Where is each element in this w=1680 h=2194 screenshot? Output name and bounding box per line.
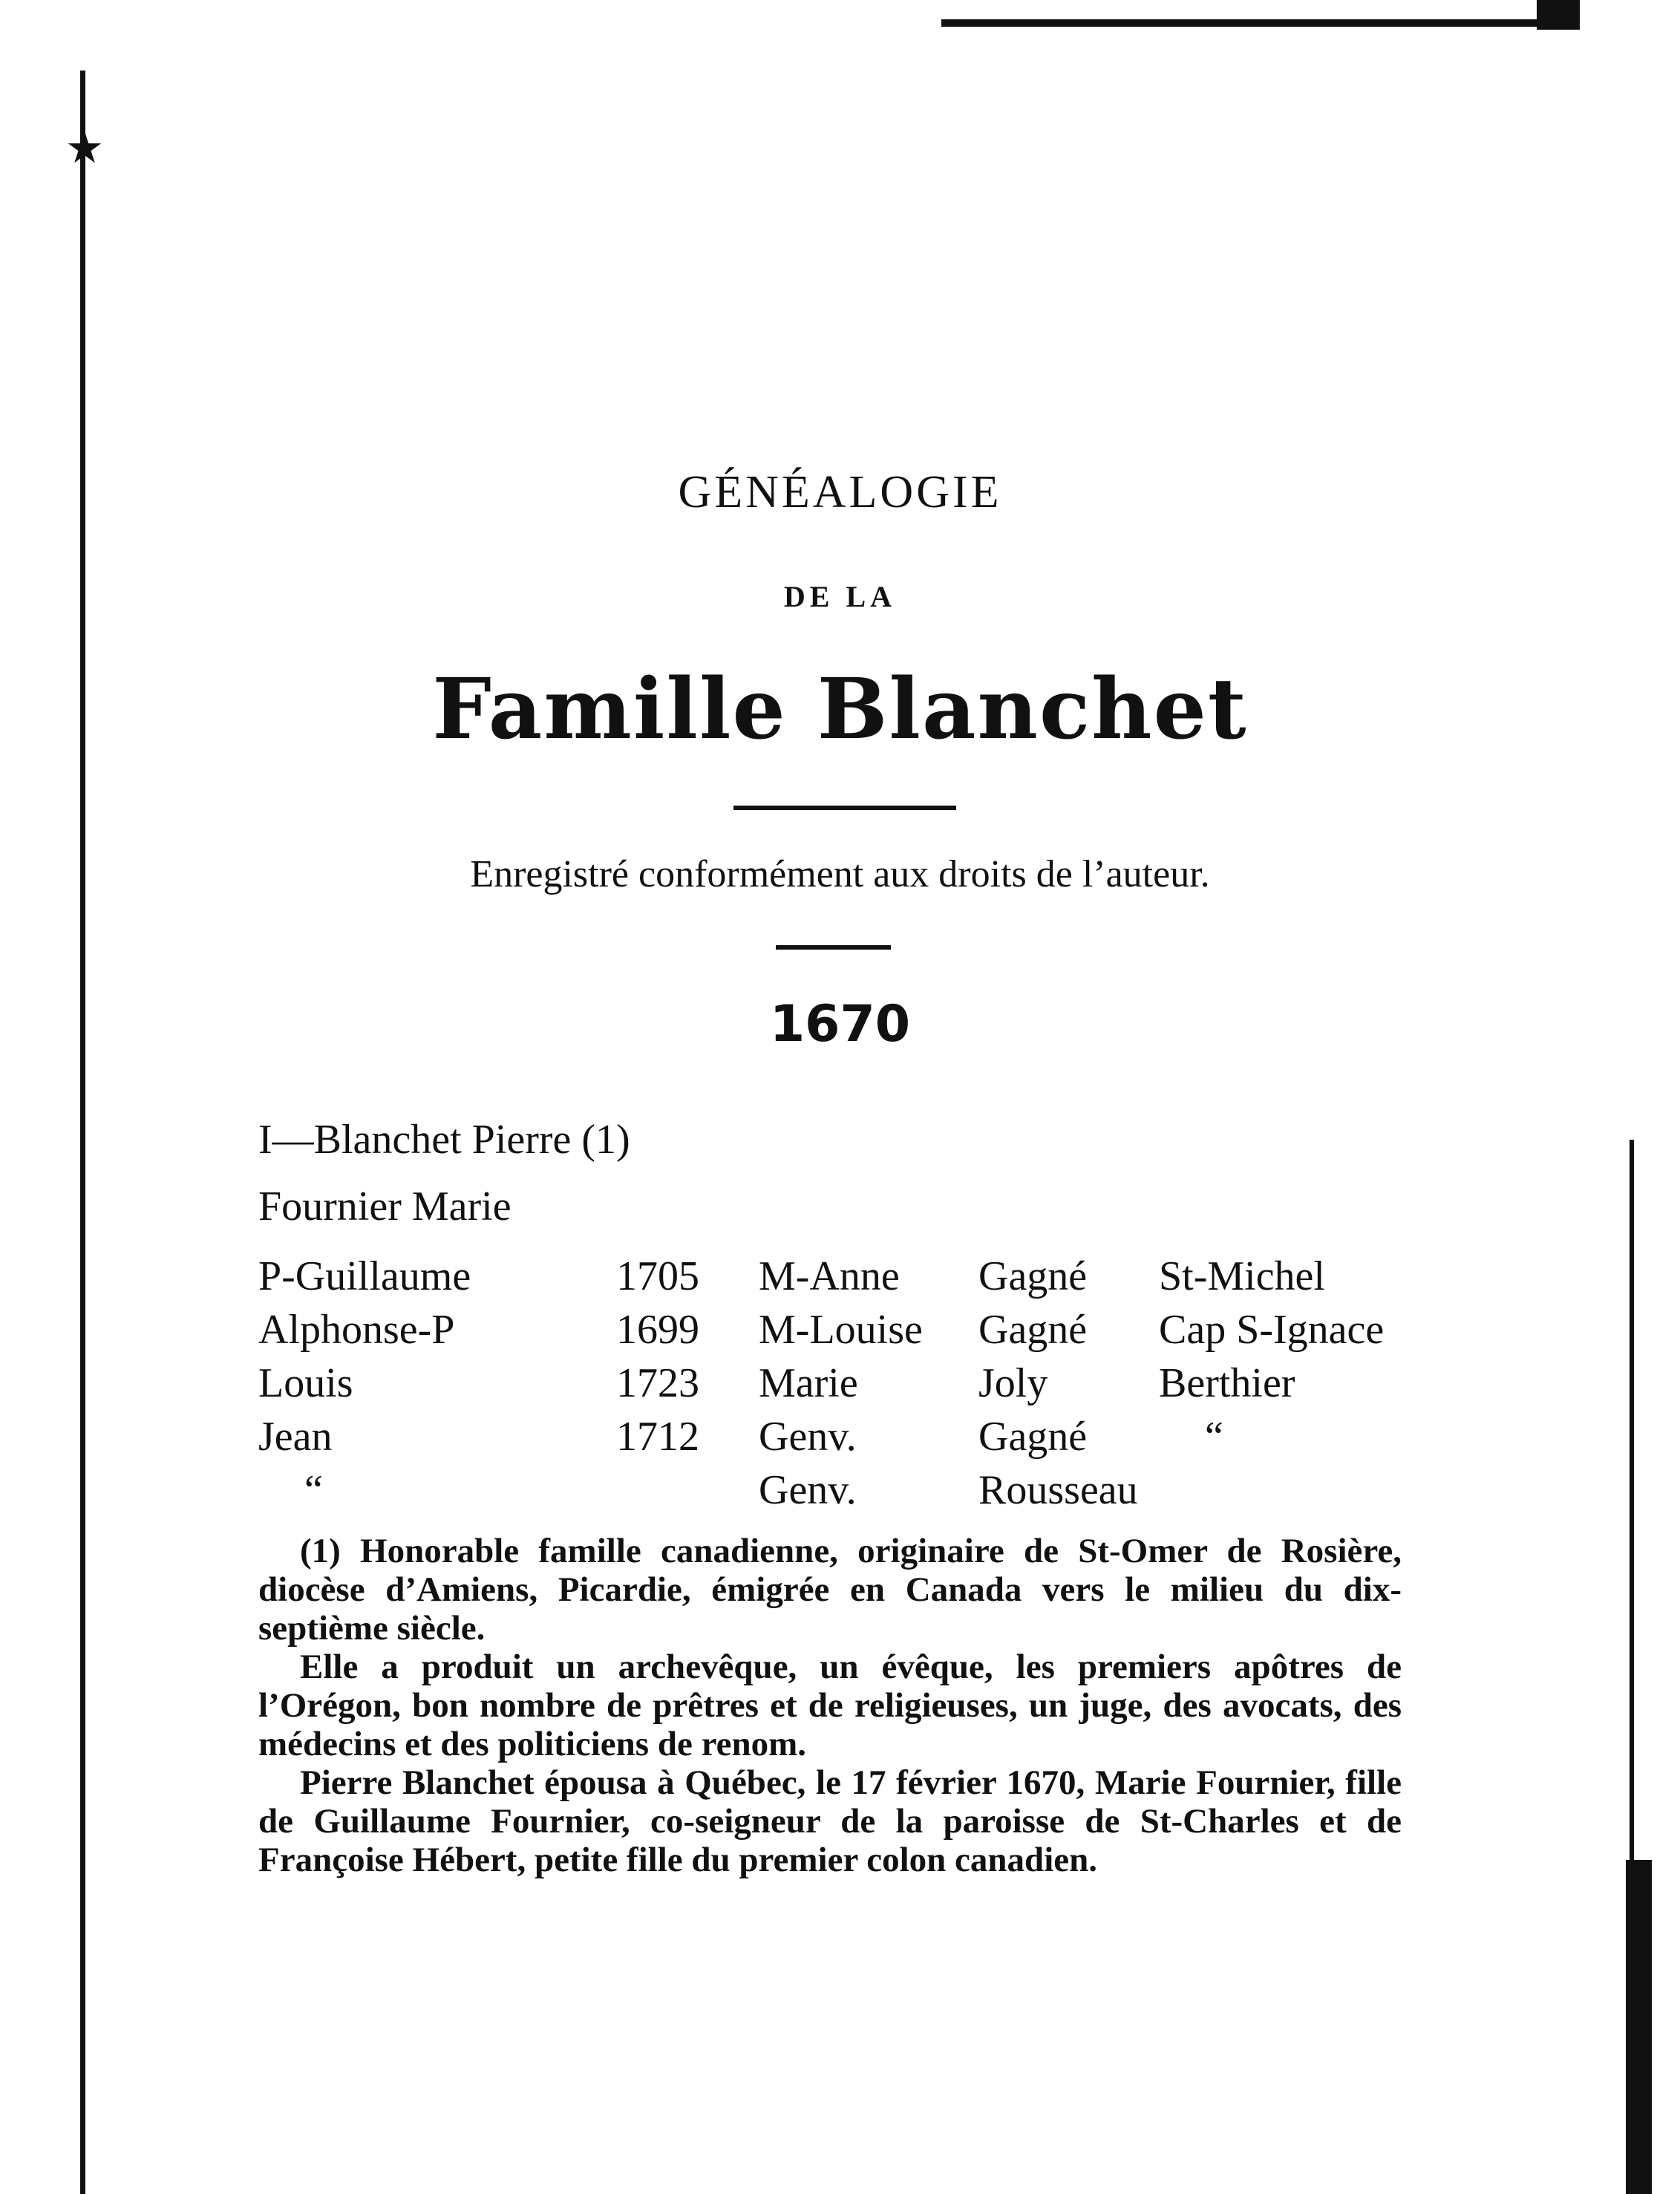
scan-top-rule-end [1537, 0, 1580, 30]
scan-right-edge-block [1626, 1860, 1652, 2194]
table-row [258, 1410, 1517, 1463]
scan-top-rule [941, 19, 1580, 27]
footnote-paragraph: (1) Honorable famille canadienne, originaire de St-Omer de Rosière, diocèse d’Amiens, Picardie, émigrée en Canada vers le milieu du dix-septième siècle. [258, 1532, 1402, 1648]
title-de-la: DE LA [783, 580, 897, 613]
footnote-paragraph: Pierre Blanchet épousa à Québec, le 17 février 1670, Marie Fournier, fille de Guillaume Fournier, co-seigneur de la paroisse de St-Charles et de Françoise Hébert, petite fille du premier colon canadien. [258, 1763, 1402, 1879]
footnote [258, 1532, 1402, 1879]
scan-left-edge [80, 71, 85, 2194]
spouse-first-name: M-Louise [759, 1307, 923, 1353]
table-row [258, 1356, 1517, 1410]
spouse-first-name: Marie [759, 1360, 858, 1406]
title-family-name: Famille Blanchet [432, 661, 1248, 758]
marriage-year: 1723 [616, 1360, 699, 1406]
parish: St-Michel [1159, 1253, 1325, 1299]
copyright-notice: Enregistré conformément aux droits de l’auteur. [470, 853, 1210, 895]
child-name: “ [304, 1467, 323, 1513]
generation-year: 1670 [769, 995, 911, 1054]
parish: Cap S-Ignace [1159, 1307, 1385, 1353]
spouse-first-name: Genv. [759, 1414, 857, 1460]
scan-right-edge-line [1630, 1140, 1634, 1867]
table-row [258, 1463, 1517, 1517]
spouse-first-name: M-Anne [759, 1253, 900, 1299]
marriage-year: 1699 [616, 1307, 699, 1353]
ancestor-name: I—Blanchet Pierre (1) [258, 1117, 630, 1163]
spouse-surname: Rousseau [978, 1467, 1138, 1513]
ancestor-spouse: Fournier Marie [258, 1183, 511, 1230]
spouse-surname: Gagné [978, 1253, 1088, 1299]
spouse-surname: Joly [978, 1360, 1048, 1406]
title-genealogy: GÉNÉALOGIE [678, 467, 1002, 518]
scan-star-mark: ★ [65, 123, 104, 173]
marriage-year: 1705 [616, 1253, 699, 1299]
table-row [258, 1250, 1517, 1303]
child-name: Alphonse-P [258, 1307, 455, 1353]
child-name: Louis [258, 1360, 353, 1406]
parish: Berthier [1159, 1360, 1295, 1406]
table-row [258, 1303, 1517, 1356]
spouse-first-name: Genv. [759, 1467, 857, 1513]
footnote-paragraph: Elle a produit un archevêque, un évêque, les premiers apôtres de l’Orégon, bon nombre de prêtres et de religieuses, un juge, des avocats, des médecins et des politiciens de renom. [258, 1648, 1402, 1763]
divider-rule [733, 806, 956, 810]
parish [1159, 1463, 1517, 1517]
child-name: P-Guillaume [258, 1253, 471, 1299]
spouse-surname: Gagné [978, 1307, 1088, 1353]
parish: “ [1205, 1414, 1223, 1460]
spouse-surname: Gagné [978, 1414, 1088, 1460]
children-table [258, 1250, 1517, 1517]
divider-rule [776, 945, 891, 950]
marriage-year [616, 1463, 759, 1517]
marriage-year: 1712 [616, 1414, 699, 1460]
child-name: Jean [258, 1414, 333, 1460]
